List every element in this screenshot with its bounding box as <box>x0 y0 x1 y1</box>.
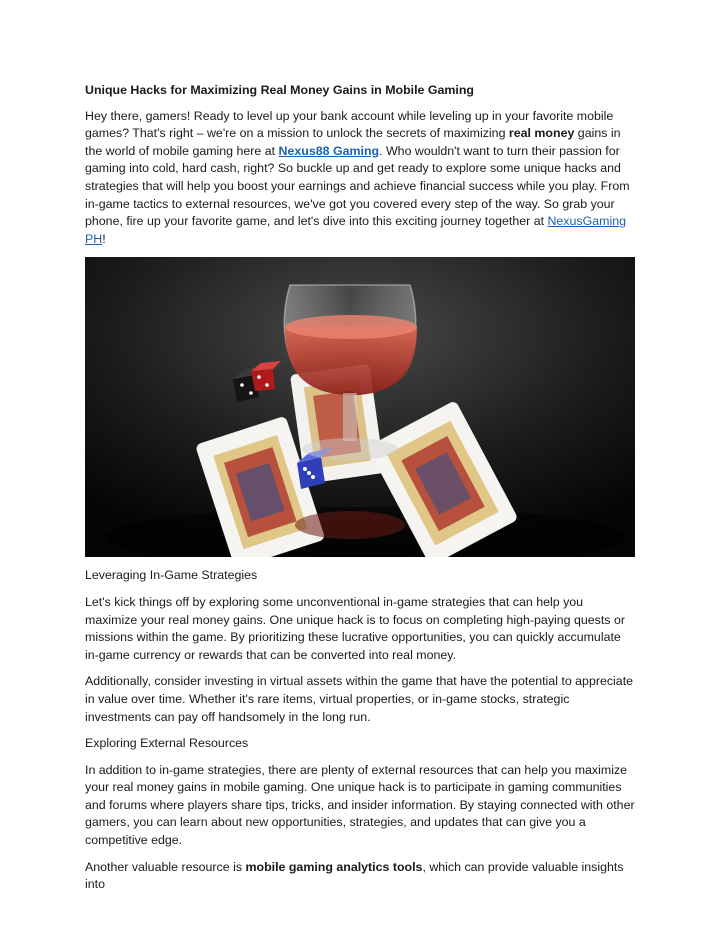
section2-text-c: , which can provide valuable insights into <box>85 859 624 892</box>
section2-paragraph-2 <box>85 859 637 894</box>
intro-text-4: ! <box>102 231 106 246</box>
section-heading-in-game: Leveraging In-Game Strategies <box>85 568 258 583</box>
section2-paragraph-1: In addition to in-game strategies, there are plenty of external resources that can help you maximize your real money gains in mobile gaming. One unique hack is to participate in gaming communities and forums where players share tips, tricks, and insider information. By staying connected with other gamers, you can learn about new opportunities, strategies, and updates that can give you a competitive edge. <box>85 762 635 848</box>
section-heading-external: Exploring External Resources <box>85 736 249 751</box>
analytics-tools-bold: mobile gaming analytics tools <box>245 859 423 874</box>
section1-paragraph-2: Additionally, consider investing in virtual assets within the game that have the potential to appreciate in value over time. Whether it's rare items, virtual properties, or in-game stocks, strategic investments can pay off handsomely in the long run. <box>85 674 634 724</box>
nexus88-gaming-link[interactable]: Nexus88 Gaming <box>278 143 380 158</box>
section1-paragraph-1: Let's kick things off by exploring some unconventional in-game strategies that can help you maximize your real money gains. One unique hack is to focus on completing high-paying quests or missions within the game. By prioritizing these lucrative opportunities, you can quickly accumulate in-game currency or rewards that can be converted into real money. <box>85 594 625 662</box>
casino-photo <box>85 257 635 557</box>
intro-text-3: . Who wouldn't want to turn their passion for gaming into cold, hard cash, right? So buckle up and get ready to explore some unique hacks and strategies that will help you boost your earnings and achieve financial success while you play. From in-game tactics to external resources, we've got you covered every step of the way. So grab your phone, fire up your favorite game, and let's dive into this exciting journey together at <box>85 143 630 229</box>
nexusgaming-ph-link[interactable]: NexusGaming PH <box>85 214 626 246</box>
intro-paragraph <box>85 108 637 249</box>
intro-bold-real-money: real money <box>508 126 575 141</box>
section2-text-a: Another valuable resource is <box>85 859 246 874</box>
document-title: Unique Hacks for Maximizing Real Money Gains in Mobile Gaming <box>85 83 474 97</box>
intro-text-1: Hey there, gamers! Ready to level up your bank account while leveling up in your favorite mobile games? That's right – we're on a mission to unlock the secrets of maximizing <box>85 108 614 141</box>
intro-text-2: gains in the world of mobile gaming here at <box>85 126 621 158</box>
document-content <box>85 82 637 903</box>
